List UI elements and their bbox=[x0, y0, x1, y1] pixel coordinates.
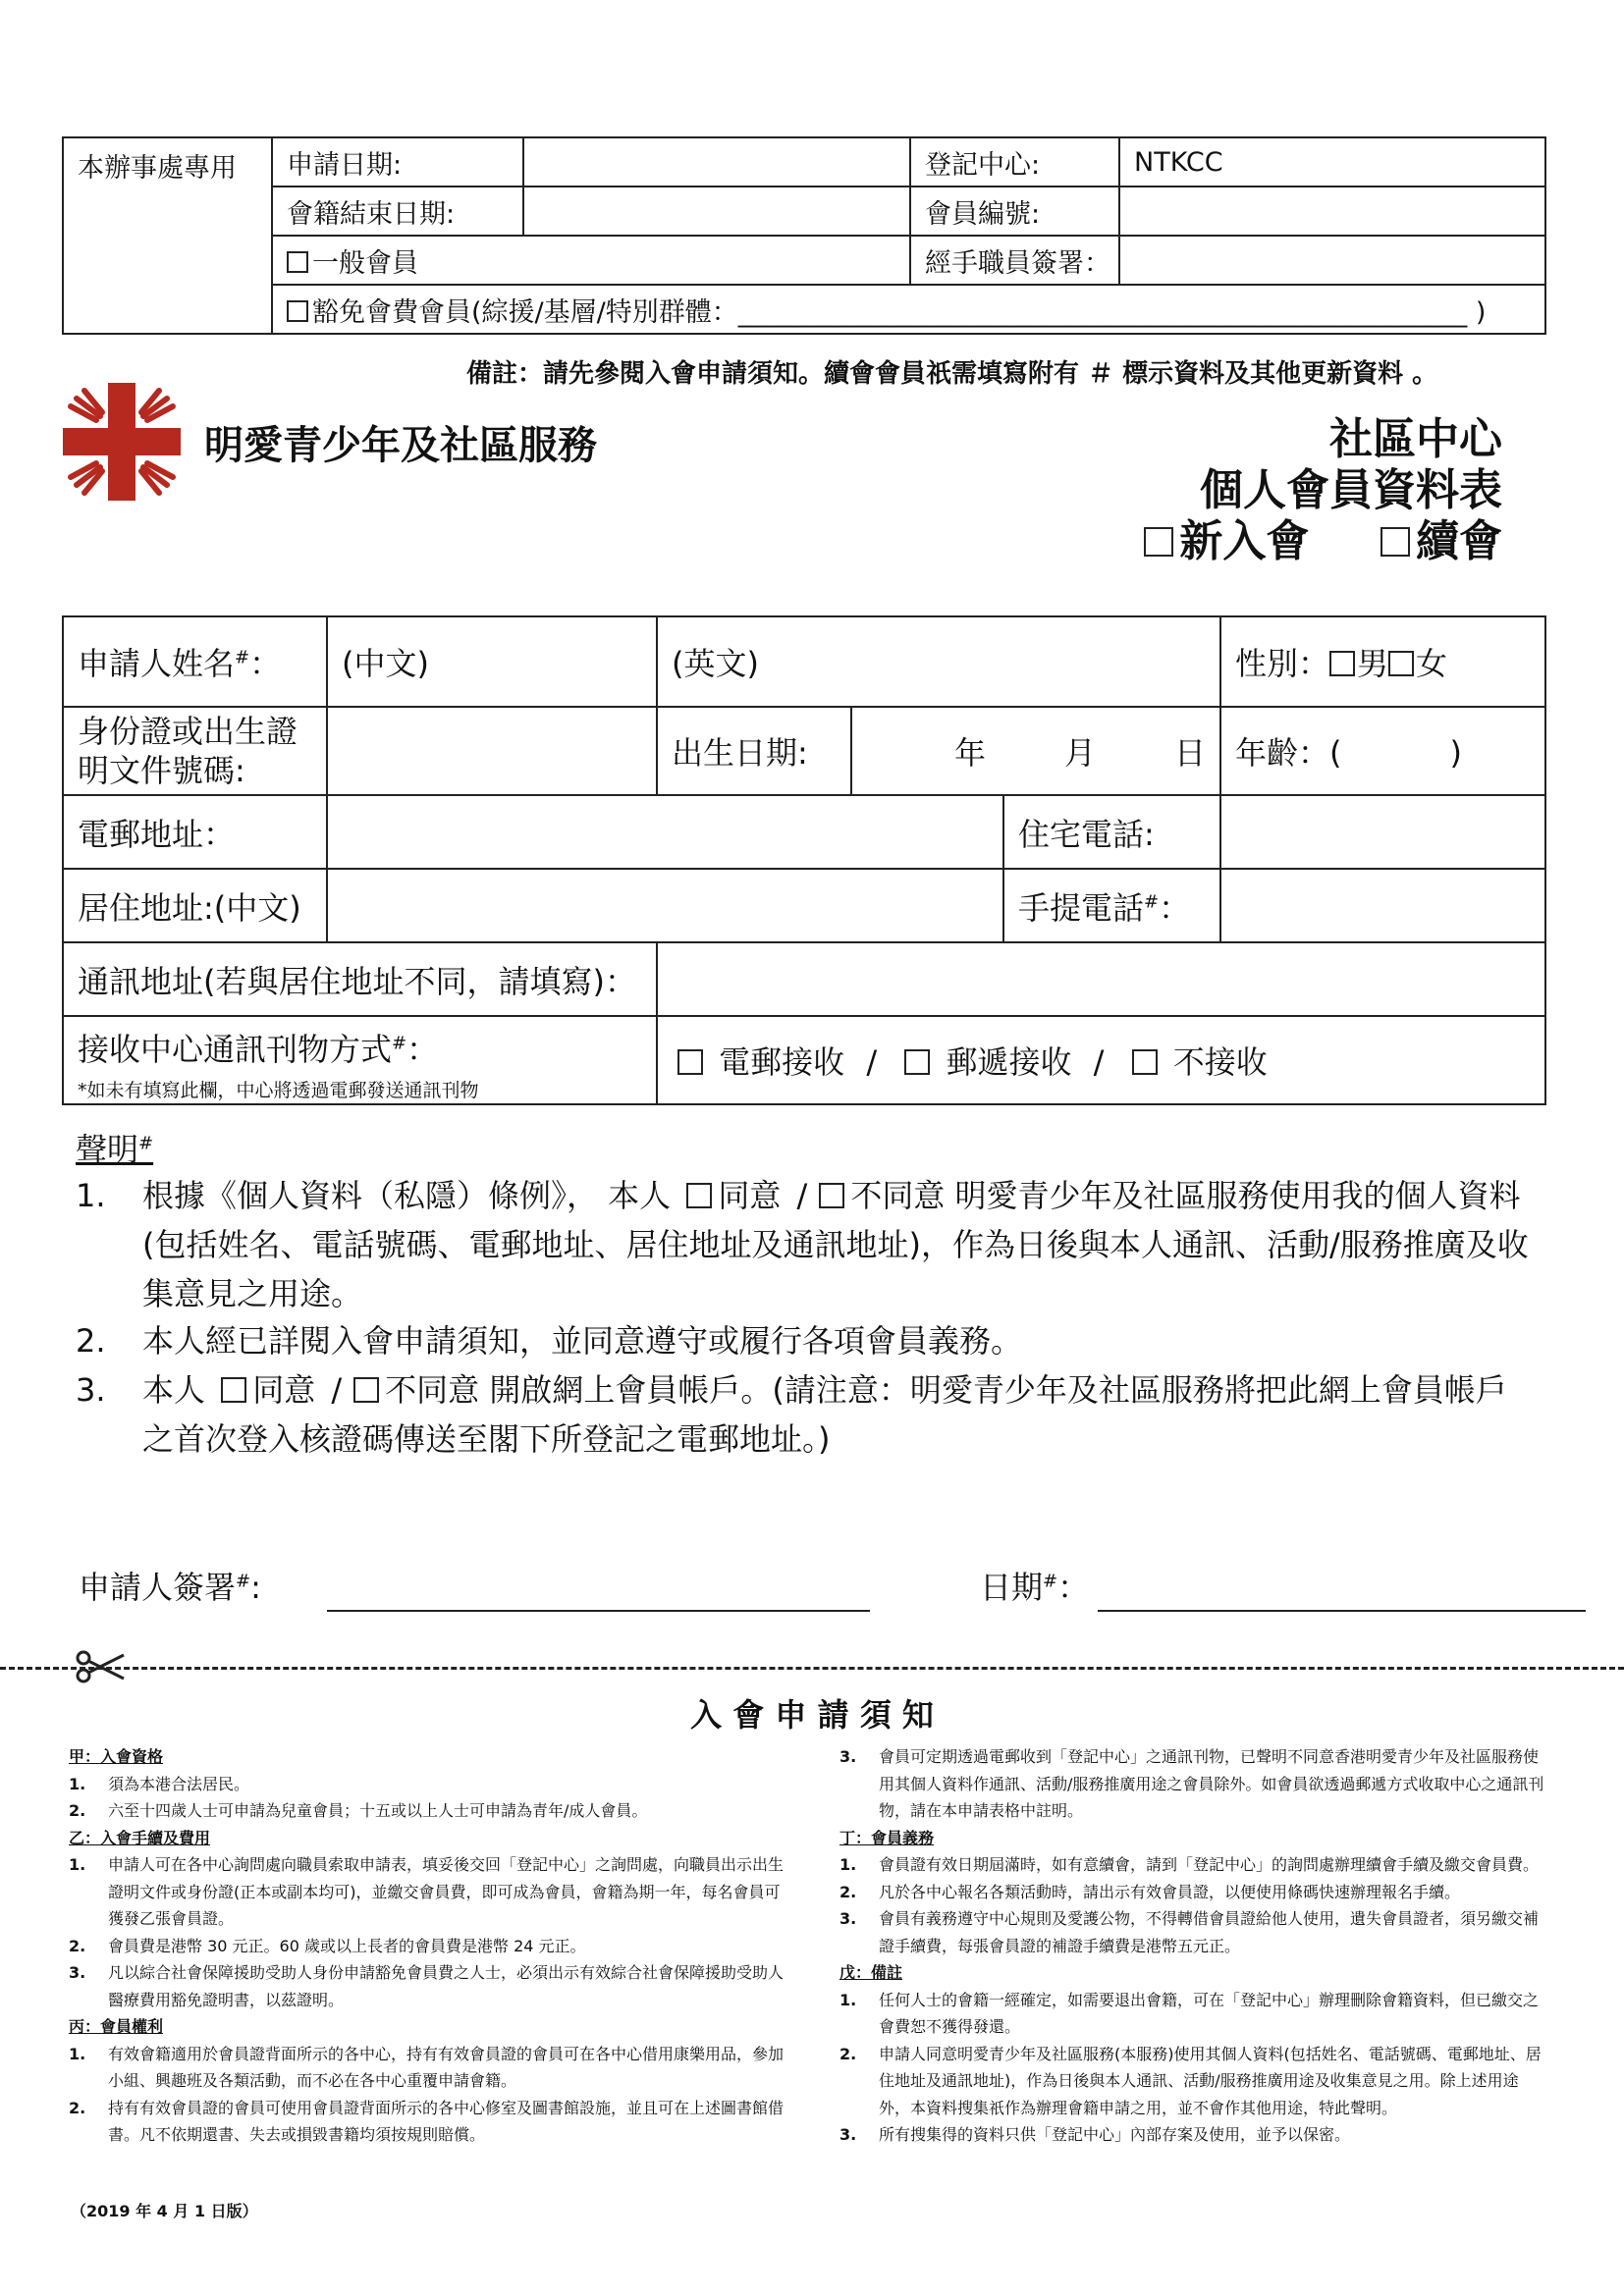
list-item: 1. 申請人可在各中心詢問處向職員索取申請表，填妥後交回「登記中心」之詢問處，向職員出示出生證明文件或身份證(正本或副本均可)，並繳交會員費，即可成為會員，會籍為期一年，每名會員可獲發乙張會員證。 bbox=[69, 1855, 785, 1928]
scissors-icon bbox=[75, 1649, 126, 1684]
section-jia-title: 甲：入會資格 bbox=[69, 1747, 164, 1766]
end-date-field[interactable] bbox=[523, 187, 910, 236]
email-receive-label: 電郵接收 bbox=[719, 1043, 845, 1081]
section-bing-title: 丙：會員權利 bbox=[69, 2017, 164, 2036]
list-item: 2. 持有有效會員證的會員可使用會員證背面所示的各中心修室及圖書館設施，並且可在上述圖書館借書。凡不依期還書、失去或損毀書籍均須按規則賠償。 bbox=[69, 2098, 785, 2144]
day-label: 日 bbox=[1174, 734, 1207, 772]
dob-label: 出生日期: bbox=[657, 707, 851, 795]
male-label: 男 bbox=[1357, 645, 1389, 682]
year-label: 年 bbox=[953, 734, 986, 772]
version-text: （2019 年 4 月 1 日版） bbox=[71, 2202, 258, 2220]
post-receive-label: 郵遞接收 bbox=[946, 1043, 1072, 1081]
id-field[interactable] bbox=[327, 707, 657, 795]
signature-line[interactable] bbox=[327, 1610, 870, 1612]
list-item: 2. 會員費是港幣 30 元正。60 歲或以上長者的會員費是港幣 24 元正。 bbox=[69, 1936, 586, 1955]
mail-address-label: 通訊地址(若與居住地址不同，請填寫)： bbox=[63, 942, 657, 1016]
office-use-label: 本辦事處專用 bbox=[63, 137, 272, 334]
list-item: 2. 凡於各中心報名各類活動時，請出示有效會員證，以便使用條碼快速辦理報名手續。 bbox=[839, 1882, 1461, 1901]
list-item: 1. 任何人士的會籍一經確定，如需要退出會籍，可在「登記中心」辦理刪除會籍資料，但已繳交之會費恕不獲得發還。 bbox=[839, 1990, 1540, 2036]
caritas-logo bbox=[57, 377, 187, 507]
privacy-agree-checkbox[interactable] bbox=[686, 1183, 712, 1208]
declaration-item-1: 1. 根據《個人資料（私隱）條例》， 本人 同意 / 不同意 明愛青少年及社區服務使用我的個人資料 (包括姓名、電話號碼、電郵地址、居住地址及通訊地址)，作為日後與本人通訊、活動/服務推廣及收集意見之用途。 bbox=[76, 1177, 1529, 1312]
section-wu-title: 戊：備註 bbox=[839, 1963, 903, 1982]
checkbox[interactable] bbox=[287, 251, 308, 273]
dob-field[interactable] bbox=[851, 707, 1220, 795]
waived-member-option[interactable] bbox=[272, 285, 1545, 334]
section-ding-title: 丁：會員義務 bbox=[839, 1828, 935, 1847]
staff-sign-label: 經手職員簽署： bbox=[910, 236, 1119, 285]
list-item: 3. 會員可定期透過電郵收到「登記中心」之通訊刊物，已聲明不同意香港明愛青少年及社區服務使用其個人資料作通訊、活動/服務推廣用途之會員除外。如會員欲透過郵遞方式收取中心之通訊刊物，請在本申請表格中註明。 bbox=[839, 1747, 1544, 1820]
renew-checkbox[interactable] bbox=[1380, 527, 1410, 557]
id-label: 身份證或出生證明文件號碼: bbox=[63, 707, 327, 795]
age-cell[interactable]: 年齡：( ) bbox=[1220, 707, 1545, 795]
renew-label: 續會 bbox=[1416, 516, 1502, 566]
notice-title: 入 會 申 請 須 知 bbox=[690, 1696, 934, 1734]
form-title-line1: 社區中心 bbox=[1329, 414, 1502, 464]
section-yi-title: 乙：入會手續及費用 bbox=[69, 1828, 211, 1847]
declaration-title: 聲明# bbox=[76, 1131, 154, 1168]
receive-method-label-cell: 接收中心通訊刊物方式#： *如未有填寫此欄，中心將透過電郵發送通訊刊物 bbox=[63, 1016, 657, 1104]
mobile-label-cell: 手提電話#： bbox=[1003, 869, 1220, 942]
date-label: 日期#： bbox=[980, 1569, 1090, 1606]
list-item: 3. 凡以綜合社會保障援助受助人身份申請豁免會員費之人士，必須出示有效綜合社會保障援助受助人醫療費用豁免證明書，以茲證明。 bbox=[69, 1963, 785, 2009]
date-line[interactable] bbox=[1098, 1610, 1586, 1612]
mobile-field[interactable] bbox=[1220, 869, 1545, 942]
office-use-table bbox=[62, 136, 1546, 335]
email-label: 電郵地址： bbox=[63, 795, 327, 869]
receive-options: 電郵接收 / 郵遞接收 / 不接收 bbox=[657, 1016, 1545, 1104]
online-account-disagree-checkbox[interactable] bbox=[353, 1377, 379, 1403]
apply-date-field[interactable] bbox=[523, 137, 910, 187]
member-no-label: 會員編號: bbox=[910, 187, 1119, 236]
female-checkbox[interactable] bbox=[1388, 651, 1414, 676]
address-field[interactable] bbox=[327, 869, 1003, 942]
declaration-item-2: 2. 本人經已詳閱入會申請須知，並同意遵守或履行各項會員義務。 bbox=[76, 1322, 1023, 1360]
notice-right-column bbox=[839, 1743, 1546, 2149]
staff-sign-field[interactable] bbox=[1119, 236, 1545, 285]
online-account-agree-checkbox[interactable] bbox=[221, 1377, 246, 1403]
apply-date-label: 申請日期: bbox=[272, 137, 523, 187]
cut-line bbox=[0, 1667, 1624, 1670]
form-title bbox=[1138, 414, 1502, 567]
notice-left-column bbox=[69, 1743, 785, 2149]
org-name: 明愛青少年及社區服務 bbox=[204, 423, 597, 468]
post-receive-checkbox[interactable] bbox=[904, 1049, 930, 1075]
list-item: 1. 有效會籍適用於會員證背面所示的各中心，持有有效會員證的會員可在各中心借用康樂用品，參加小組、興趣班及各類活動，而不必在各中心重覆申請會籍。 bbox=[69, 2044, 785, 2090]
form-title-line2: 個人會員資料表 bbox=[1200, 465, 1502, 515]
general-member-label: 一般會員 bbox=[312, 247, 418, 279]
membership-type bbox=[1138, 516, 1502, 567]
chinese-label: (中文) bbox=[342, 645, 429, 682]
declaration-item-3: 3. 本人 同意 / 不同意 開啟網上會員帳戶。(請注意：明愛青少年及社區服務將把此網上會員帳戶之首次登入核證碼傳送至閣下所登記之電郵地址。) bbox=[76, 1371, 1507, 1458]
waived-member-label: 豁免會費會員(綜援/基層/特別群體： bbox=[312, 296, 738, 328]
female-label: 女 bbox=[1416, 645, 1448, 682]
list-item: 2. 申請人同意明愛青少年及社區服務(本服務)使用其個人資料(包括姓名、電話號碼、電郵地址、居住地址及通訊地址)，作為日後與本人通訊、活動/服務推廣用途及收集意見之用。除上述用途外，本資料搜集祇作為辦理會籍申請之用，並不會作其他用途，特此聲明。 bbox=[839, 2044, 1542, 2117]
checkbox[interactable] bbox=[287, 300, 308, 322]
signature-label: 申請人簽署#: bbox=[79, 1569, 261, 1606]
new-member-label: 新入會 bbox=[1179, 516, 1310, 566]
member-no-field[interactable] bbox=[1119, 187, 1545, 236]
privacy-disagree-checkbox[interactable] bbox=[819, 1183, 844, 1208]
remark: 備註：請先參閱入會申請須知。續會會員祇需填寫附有 ＃ 標示資料及其他更新資料 。 bbox=[466, 359, 1438, 389]
list-item: 1. 會員證有效日期屆滿時，如有意續會，請到「登記中心」的詢問處辦理續會手續及繳交會員費。 bbox=[839, 1855, 1540, 1874]
list-item: 3. 所有搜集得的資料只供「登記中心」內部存案及使用，並予以保密。 bbox=[839, 2125, 1351, 2144]
list-item: 1. 須為本港合法居民。 bbox=[69, 1774, 250, 1793]
english-label: (英文) bbox=[672, 645, 759, 682]
gender-cell: 性別： 男 女 bbox=[1220, 616, 1545, 707]
list-item: 2. 六至十四歲人士可申請為兒童會員；十五或以上人士可申請為青年/成人會員。 bbox=[69, 1801, 648, 1820]
home-phone-field[interactable] bbox=[1220, 795, 1545, 869]
address-label: 居住地址:(中文) bbox=[63, 869, 327, 942]
name-label-cell: 申請人姓名#： bbox=[63, 616, 327, 707]
chinese-name-field[interactable] bbox=[327, 616, 657, 707]
no-receive-label: 不接收 bbox=[1172, 1043, 1268, 1081]
end-date-label: 會籍結束日期: bbox=[272, 187, 523, 236]
center-label: 登記中心: bbox=[910, 137, 1119, 187]
list-item: 3. 會員有義務遵守中心規則及愛護公物，不得轉借會員證給他人使用，遺失會員證者，須另繳交補證手續費，每張會員證的補證手續費是港幣五元正。 bbox=[839, 1909, 1540, 1955]
member-info-table bbox=[62, 615, 1546, 1105]
email-receive-checkbox[interactable] bbox=[677, 1049, 703, 1075]
general-member-option[interactable] bbox=[272, 236, 910, 285]
new-member-checkbox[interactable] bbox=[1144, 527, 1173, 557]
mail-address-field[interactable] bbox=[657, 942, 1545, 1016]
email-field[interactable] bbox=[327, 795, 1003, 869]
english-name-field[interactable] bbox=[657, 616, 1220, 707]
no-receive-checkbox[interactable] bbox=[1132, 1049, 1158, 1075]
home-phone-label: 住宅電話: bbox=[1003, 795, 1220, 869]
waived-blank: _______________________________________________________ ) bbox=[737, 296, 1487, 328]
receive-note: *如未有填寫此欄，中心將透過電郵發送通訊刊物 bbox=[78, 1080, 479, 1101]
month-label: 月 bbox=[1063, 734, 1096, 772]
center-value[interactable]: NTKCC bbox=[1119, 137, 1545, 187]
male-checkbox[interactable] bbox=[1329, 651, 1355, 676]
